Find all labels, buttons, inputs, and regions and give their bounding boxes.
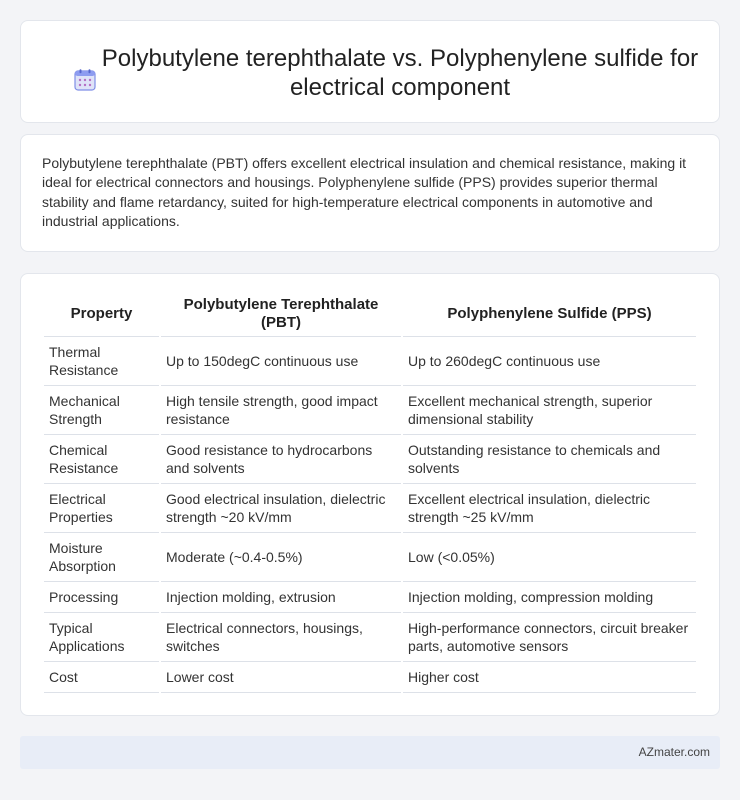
property-cell: Thermal Resistance [44, 337, 159, 386]
header-pps: Polyphenylene Sulfide (PPS) [403, 291, 696, 337]
footer-bar [20, 736, 720, 769]
pbt-cell: High tensile strength, good impact resistance [161, 386, 401, 435]
intro-card [20, 134, 720, 252]
comparison-table-card [20, 273, 720, 716]
table-row [44, 613, 696, 662]
table-row [44, 533, 696, 582]
pbt-cell: Lower cost [161, 662, 401, 693]
property-cell: Cost [44, 662, 159, 693]
table-row [44, 484, 696, 533]
pbt-cell: Electrical connectors, housings, switches [161, 613, 401, 662]
page-title: Polybutylene terephthalate vs. Polyphenylene sulfide for electrical component [101, 45, 699, 101]
header-pbt: Polybutylene Terephthalate (PBT) [161, 291, 401, 337]
property-cell: Mechanical Strength [44, 386, 159, 435]
table-row [44, 337, 696, 386]
header-property: Property [44, 291, 159, 337]
intro-paragraph: Polybutylene terephthalate (PBT) offers excellent electrical insulation and chemical resistance, making it ideal for electrical connectors and housings. Polyphenylene sulfide (PPS) provides superior thermal stability and flame retardancy, suited for high-temperature electrical components in automotive and industrial applications. [42, 155, 687, 230]
pps-cell: Outstanding resistance to chemicals and solvents [403, 435, 696, 484]
pps-cell: Injection molding, compression molding [403, 582, 696, 613]
pps-cell: Higher cost [403, 662, 696, 693]
table-header-row [44, 291, 696, 337]
pps-cell: Low (<0.05%) [403, 533, 696, 582]
table-row [44, 662, 696, 693]
pbt-cell: Moderate (~0.4-0.5%) [161, 533, 401, 582]
pbt-cell: Up to 150degC continuous use [161, 337, 401, 386]
pps-cell: Up to 260degC continuous use [403, 337, 696, 386]
pps-cell: High-performance connectors, circuit breaker parts, automotive sensors [403, 613, 696, 662]
property-cell: Chemical Resistance [44, 435, 159, 484]
table-row [44, 435, 696, 484]
table-row [44, 582, 696, 613]
property-cell: Processing [44, 582, 159, 613]
pbt-cell: Good electrical insulation, dielectric strength ~20 kV/mm [161, 484, 401, 533]
property-cell: Moisture Absorption [44, 533, 159, 582]
pps-cell: Excellent electrical insulation, dielectric strength ~25 kV/mm [403, 484, 696, 533]
footer-brand: AZmater.com [638, 745, 710, 759]
comparison-table [42, 291, 698, 693]
property-cell: Electrical Properties [44, 484, 159, 533]
pbt-cell: Injection molding, extrusion [161, 582, 401, 613]
table-row [44, 386, 696, 435]
title-card [20, 20, 720, 123]
pps-cell: Excellent mechanical strength, superior dimensional stability [403, 386, 696, 435]
pbt-cell: Good resistance to hydrocarbons and solvents [161, 435, 401, 484]
property-cell: Typical Applications [44, 613, 159, 662]
